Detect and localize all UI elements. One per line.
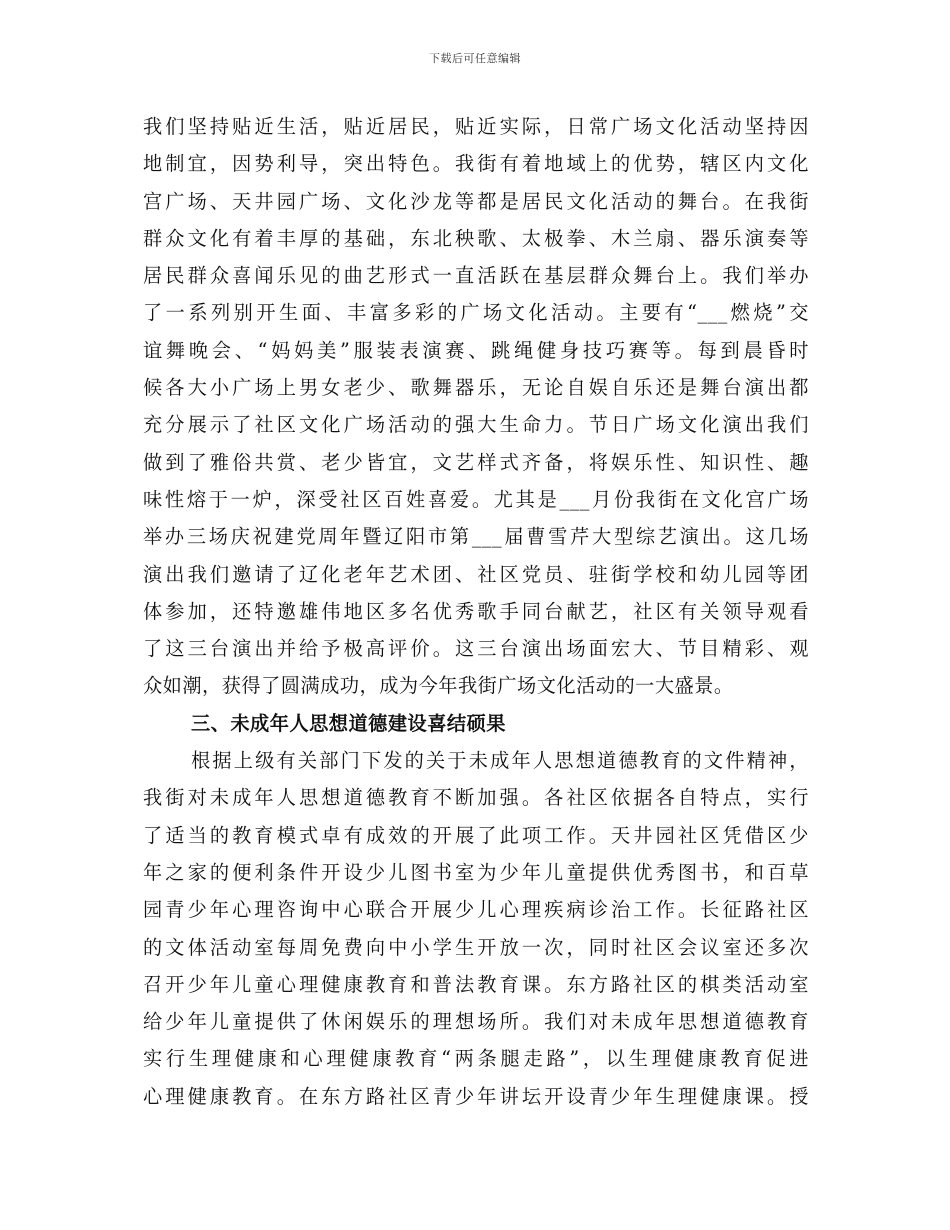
body-line: 做到了雅俗共赏、老少皆宜，文艺样式齐备，将娱乐性、知识性、趣 <box>143 450 809 474</box>
body-line: 了一系列别开生面、丰富多彩的广场文化活动。主要有“___燃烧”交 <box>143 301 809 325</box>
body-line: 居民群众喜闻乐见的曲艺形式一直活跃在基层群众舞台上。我们举办 <box>143 264 809 288</box>
body-line: 我街对未成年人思想道德教育不断加强。各社区依据各自特点，实行 <box>143 786 809 810</box>
document-body <box>143 108 809 1115</box>
body-line: 举办三场庆祝建党周年暨辽阳市第___届曹雪芹大型综艺演出。这几场 <box>143 525 809 549</box>
body-line: 充分展示了社区文化广场活动的强大生命力。节日广场文化演出我们 <box>143 413 809 437</box>
body-line: 了适当的教育模式卓有成效的开展了此项工作。天井园社区凭借区少 <box>143 823 809 847</box>
body-line: 候各大小广场上男女老少、歌舞器乐，无论自娱自乐还是舞台演出都 <box>143 376 809 400</box>
page-header: 下载后可任意编辑 <box>429 52 521 65</box>
body-line: 体参加，还特邀雄伟地区多名优秀歌手同台献艺，社区有关领导观看 <box>143 599 809 623</box>
body-line: 味性熔于一炉，深受社区百姓喜爱。尤其是___月份我街在文化宫广场 <box>143 487 809 511</box>
body-line: 谊舞晚会、“妈妈美”服装表演赛、跳绳健身技巧赛等。每到晨昏时 <box>143 338 809 362</box>
body-line: 根据上级有关部门下发的关于未成年人思想道德教育的文件精神， <box>191 749 809 773</box>
body-line: 地制宜，因势利导，突出特色。我街有着地域上的优势，辖区内文化 <box>143 152 809 176</box>
body-line: 我们坚持贴近生活，贴近居民，贴近实际，日常广场文化活动坚持因 <box>143 115 809 138</box>
body-line: 的文体活动室每周免费向中小学生开放一次，同时社区会议室还多次 <box>143 935 809 959</box>
body-line: 众如潮，获得了圆满成功，成为今年我街广场文化活动的一大盛景。 <box>143 674 734 698</box>
section-heading: 三、未成年人思想道德建设喜结硕果 <box>191 711 506 735</box>
body-line: 年之家的便利条件开设少儿图书室为少年儿童提供优秀图书，和百草 <box>143 860 809 884</box>
body-line: 演出我们邀请了辽化老年艺术团、社区党员、驻街学校和幼儿园等团 <box>143 562 809 586</box>
body-line: 园青少年心理咨询中心联合开展少儿心理疾病诊治工作。长征路社区 <box>143 898 809 922</box>
body-line: 给少年儿童提供了休闲娱乐的理想场所。我们对未成年思想道德教育 <box>143 1010 809 1034</box>
body-line: 召开少年儿童心理健康教育和普法教育课。东方路社区的棋类活动室 <box>143 972 809 996</box>
body-line: 宫广场、天井园广场、文化沙龙等都是居民文化活动的舞台。在我街 <box>143 189 809 213</box>
body-line: 群众文化有着丰厚的基础，东北秧歌、太极拳、木兰扇、器乐演奏等 <box>143 226 809 250</box>
body-line: 心理健康教育。在东方路社区青少年讲坛开设青少年生理健康课。授 <box>143 1084 809 1108</box>
body-line: 实行生理健康和心理健康教育“两条腿走路”，以生理健康教育促进 <box>143 1047 809 1071</box>
body-line: 了这三台演出并给予极高评价。这三台演出场面宏大、节目精彩、观 <box>143 637 809 661</box>
